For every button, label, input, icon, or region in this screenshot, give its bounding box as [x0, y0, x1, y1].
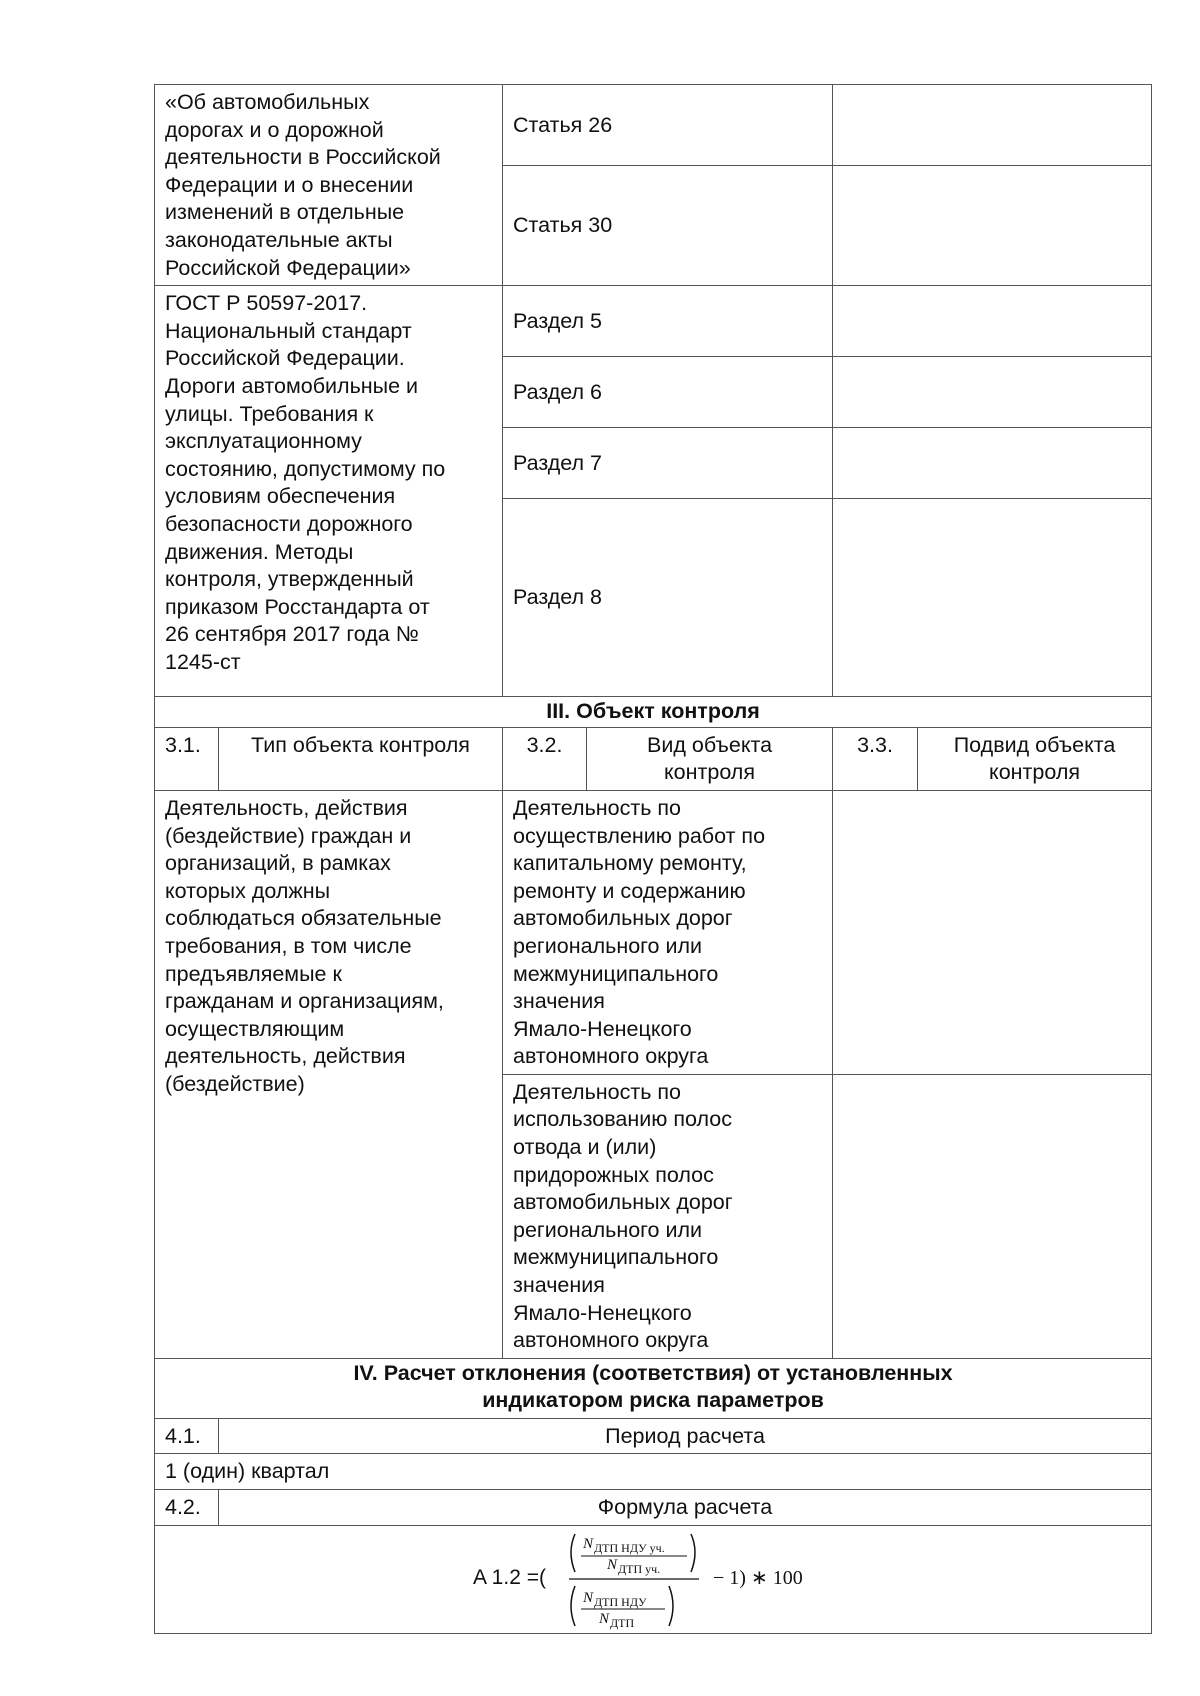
- header-4-2-label: Формула расчета: [219, 1490, 1152, 1526]
- law-article-30-value: [833, 166, 1152, 286]
- gost-title-cell: ГОСТ Р 50597-2017. Национальный стандарт Российской Федерации. Дороги автомобильные и улицы. Требования к эксплуатационному состоянию, допустимому по условиям обеспечения безопасности дорожного движения. Методы контроля, утвержденный приказом Росстандарта от 26 сентября 2017 года № 1245-ст: [155, 286, 503, 697]
- header-3-2-num: 3.2.: [503, 727, 587, 790]
- formula-n2: N: [607, 1556, 618, 1573]
- header-3-3-label: Подвид объекта контроля: [918, 727, 1152, 790]
- gost-section-6-value: [833, 357, 1152, 428]
- section-4-title: IV. Расчет отклонения (соответствия) от установленных индикатором риска параметров: [155, 1358, 1152, 1418]
- object-subkind-1: [833, 790, 1152, 1074]
- formula-paren-upper-right: [691, 1534, 695, 1572]
- gost-section-5-value: [833, 286, 1152, 357]
- formula-n3: N: [583, 1589, 594, 1606]
- formula-cell: [155, 1525, 1152, 1633]
- header-3-2-label: Вид объекта контроля: [587, 727, 833, 790]
- header-3-1-label: Тип объекта контроля: [219, 727, 503, 790]
- gost-section-7-value: [833, 428, 1152, 499]
- formula-n4: N: [599, 1610, 610, 1627]
- formula-sub4: ДТП: [610, 1615, 635, 1630]
- formula-n1: N: [583, 1535, 594, 1552]
- header-4-1-label: Период расчета: [219, 1418, 1152, 1454]
- calc-formula: [473, 1528, 833, 1630]
- section-3-title: III. Объект контроля: [155, 697, 1152, 728]
- formula-sub2: ДТП уч.: [618, 1561, 661, 1576]
- formula-tail: − 1) ∗ 100: [713, 1566, 803, 1589]
- formula-paren-lower-left: [571, 1586, 575, 1626]
- gost-section-6: Раздел 6: [503, 357, 833, 428]
- formula-sub1: ДТП НДУ уч.: [594, 1540, 665, 1555]
- gost-section-7: Раздел 7: [503, 428, 833, 499]
- control-table: [154, 84, 1152, 1634]
- formula-sub3: ДТП НДУ: [594, 1594, 647, 1609]
- header-4-2-num: 4.2.: [155, 1490, 219, 1526]
- gost-section-5: Раздел 5: [503, 286, 833, 357]
- law-title-cell: «Об автомобильных дорогах и о дорожной деятельности в Российской Федерации и о внесении изменений в отдельные законодательные акты Российской Федерации»: [155, 85, 503, 286]
- formula-paren-lower-right: [669, 1586, 673, 1626]
- law-article-26: Статья 26: [503, 85, 833, 166]
- object-kind-2: Деятельность по использованию полос отвода и (или) придорожных полос автомобильных дорог регионального или межмуниципального значения Ямало-Ненецкого автономного округа: [503, 1074, 833, 1358]
- gost-section-8-value: [833, 499, 1152, 697]
- object-kind-1: Деятельность по осуществлению работ по капитальному ремонту, ремонту и содержанию автомобильных дорог регионального или межмуниципального значения Ямало-Ненецкого автономного округа: [503, 790, 833, 1074]
- formula-paren-upper-left: [571, 1534, 575, 1572]
- law-article-30: Статья 30: [503, 166, 833, 286]
- calc-period-value: 1 (один) квартал: [155, 1454, 1152, 1490]
- object-subkind-2: [833, 1074, 1152, 1358]
- object-type-text: Деятельность, действия (бездействие) граждан и организаций, в рамках которых должны соблюдаться обязательные требования, в том числе предъявляемые к гражданам и организациям, осуществляющим деятельность, действия (бездействие): [155, 790, 503, 1358]
- gost-section-8: Раздел 8: [503, 499, 833, 697]
- formula-lhs: A 1.2 =(: [473, 1565, 546, 1589]
- law-article-26-value: [833, 85, 1152, 166]
- header-3-1-num: 3.1.: [155, 727, 219, 790]
- header-3-3-num: 3.3.: [833, 727, 918, 790]
- header-4-1-num: 4.1.: [155, 1418, 219, 1454]
